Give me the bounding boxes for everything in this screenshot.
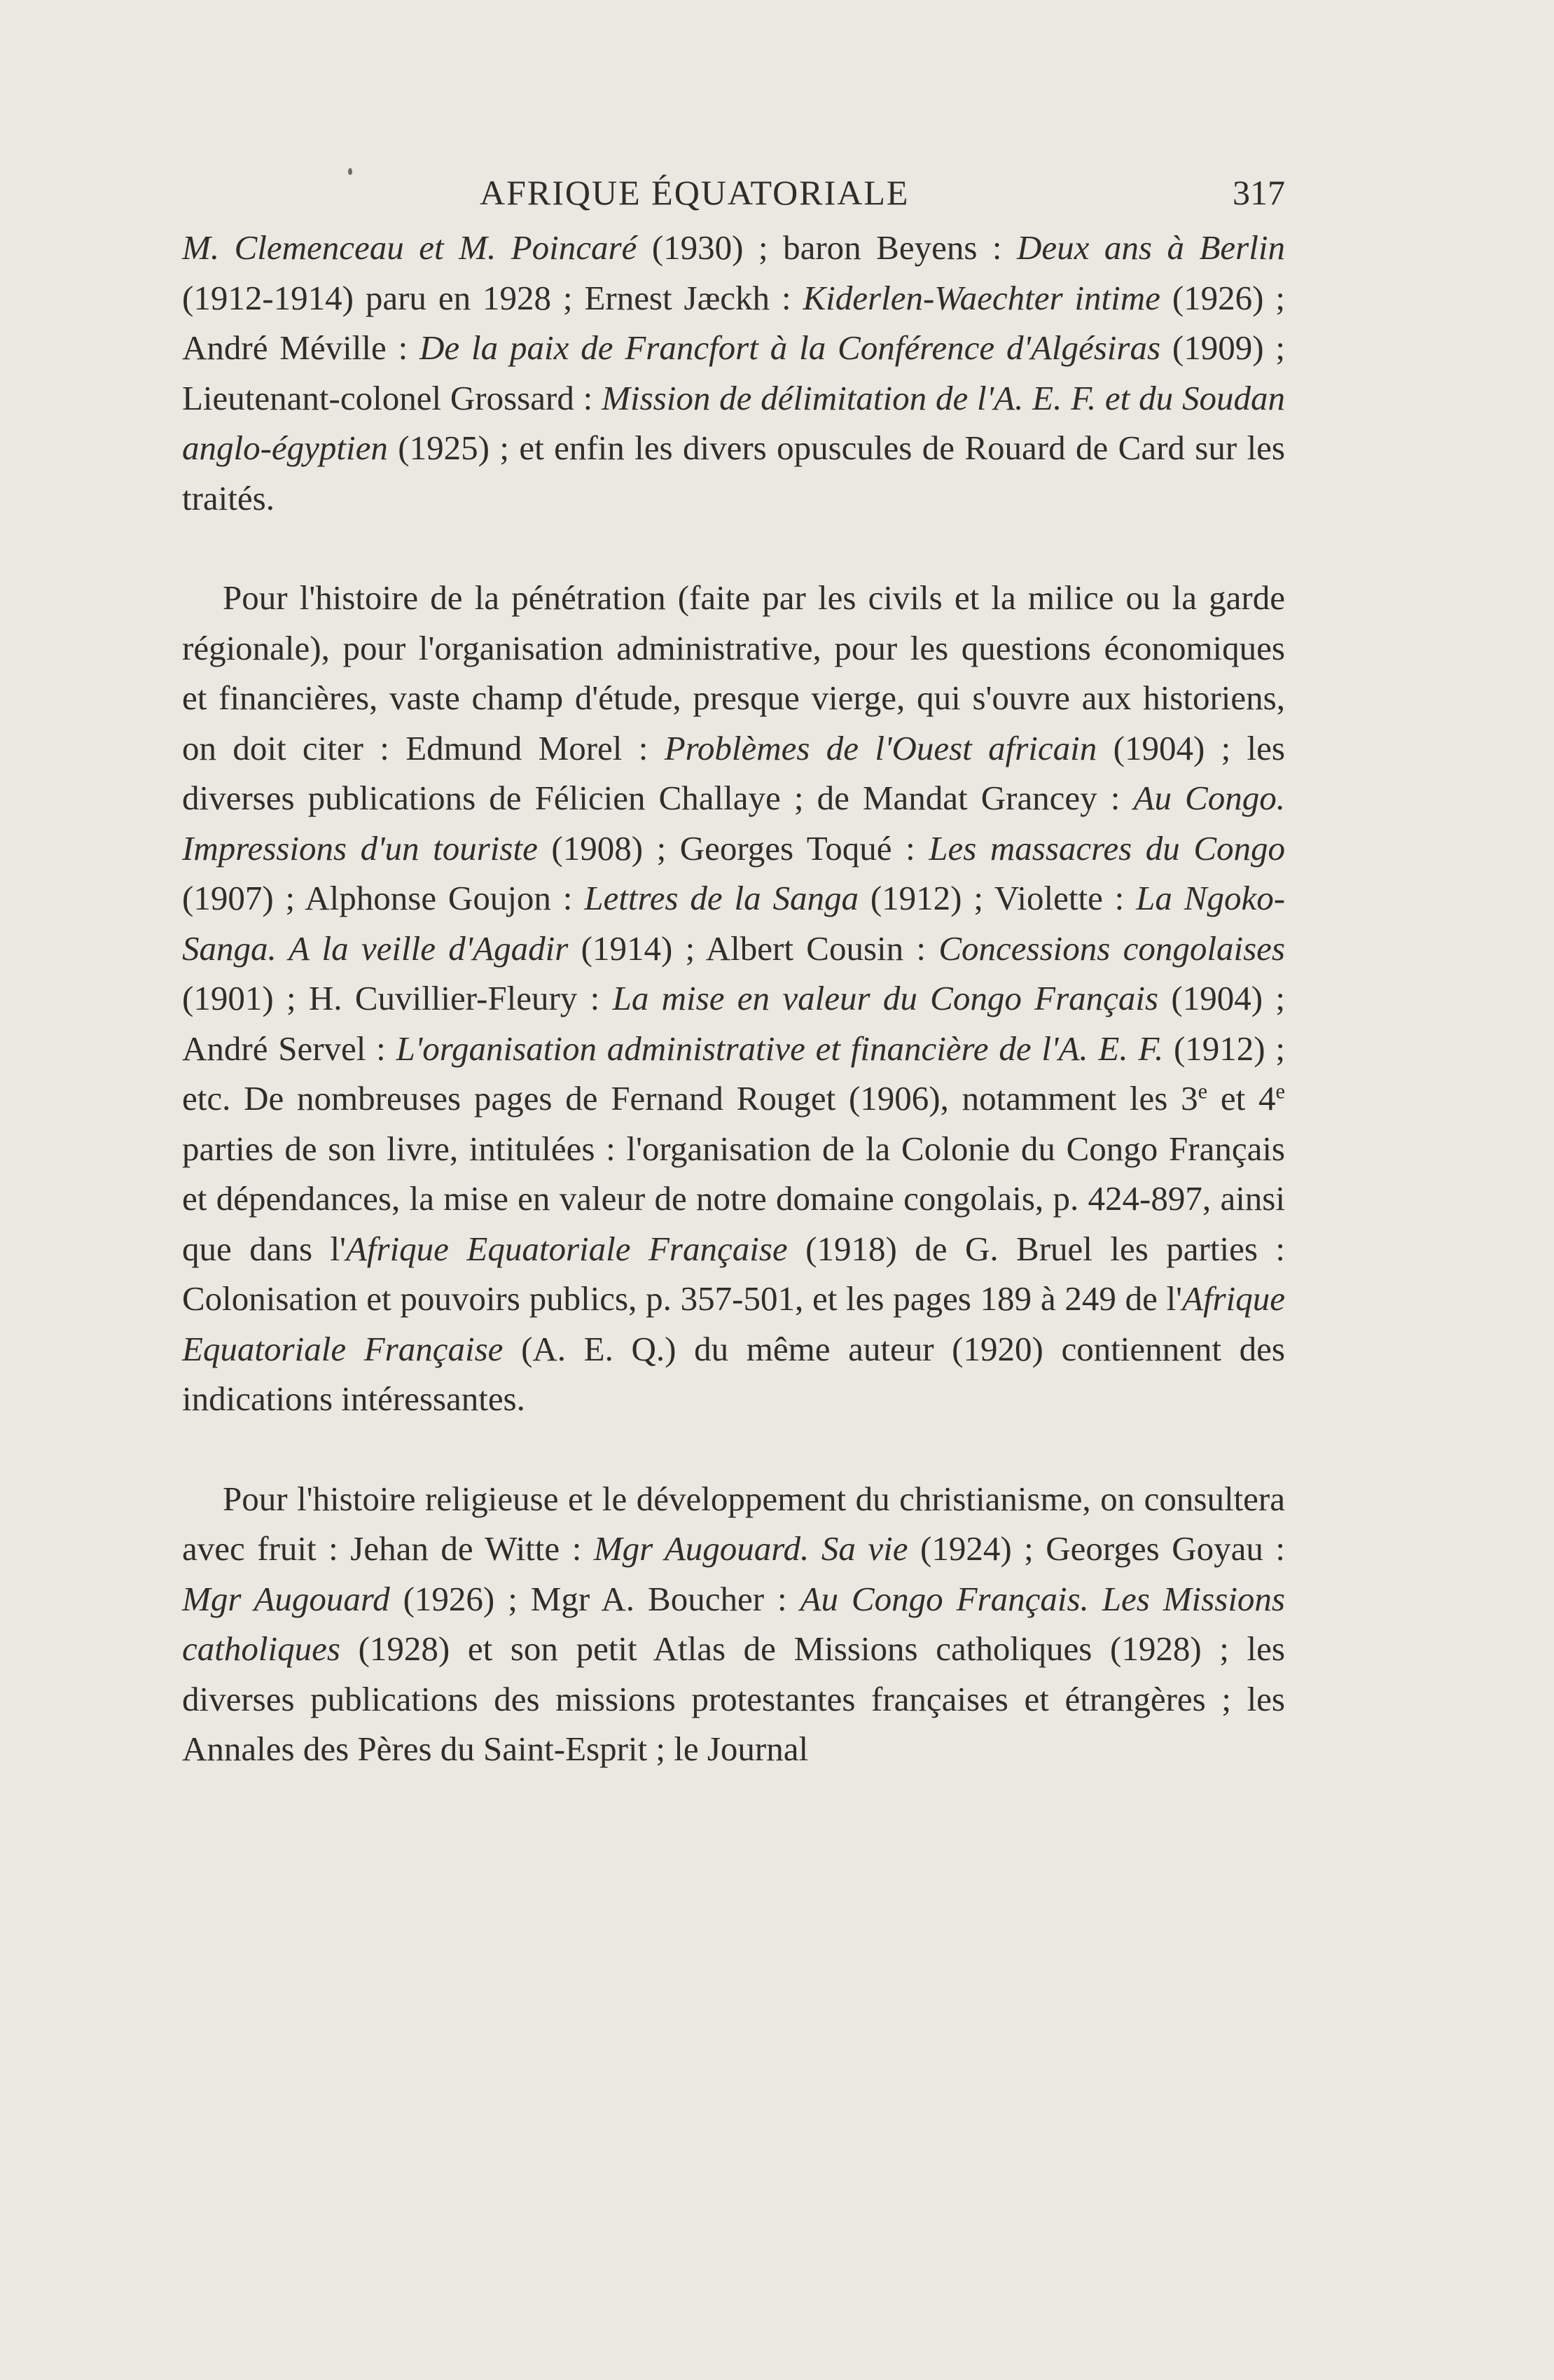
- text-run: (1912-1914) paru en 1928 ; Ernest Jæckh :: [182, 278, 803, 317]
- text-run: Pour l'histoire de la pénétration (faite par les civils et la milice ou la garde régionale), pour l'organisation administrative, pour les questions économiques et financières, vaste champ d'étude, presque vierge, qui s'ouvre aux historiens, on doit citer : Edmund Morel :: [182, 578, 1285, 767]
- running-title: AFRIQUE ÉQUATORIALE: [480, 173, 910, 212]
- text-run: Pour l'histoire religieuse et le développement du christianisme, on consultera avec fruit : Jehan de Witte :: [182, 1479, 1285, 1568]
- text-run: (1904) ; André Servel :: [182, 979, 1285, 1068]
- text-run: (1926) ; Mgr A. Boucher :: [389, 1579, 800, 1618]
- italic-title: L'organisation administrative et financière de l'A. E. F.: [396, 1029, 1164, 1068]
- text-run: (1926) ; André Méville :: [182, 278, 1285, 367]
- italic-title: Deux ans à Berlin: [1017, 228, 1285, 267]
- text-run: (1925) ; et enfin les divers opuscules de Rouard de Card sur les traités.: [182, 429, 1285, 517]
- text-run: (1908) ; Georges Toqué :: [537, 828, 929, 868]
- italic-title: Au Congo. Impressions d'un touriste: [182, 779, 1285, 868]
- text-run: parties de son livre, intitulées : l'organisation de la Colonie du Congo Français et dépendances, la mise en valeur de notre domaine congolais, p. 424-897, ainsi que dans l': [182, 1129, 1285, 1268]
- text-run: (1901) ; H. Cuvillier-Fleury :: [182, 979, 613, 1017]
- text-run: (1918) de G. Bruel les parties : Colonisation et pouvoirs publics, p. 357-501, et les pages 189 à 249 de l': [182, 1229, 1285, 1318]
- italic-title: La mise en valeur du Congo Français: [612, 979, 1159, 1017]
- page-number: 317: [1233, 173, 1285, 212]
- body-text: [182, 223, 1285, 1774]
- italic-title: Mgr Augouard. Sa vie: [593, 1529, 908, 1568]
- ordinal-superscript: e: [1198, 1079, 1208, 1104]
- text-run: (1904) ; les diverses publications de Félicien Challaye ; de Mandat Grancey :: [182, 728, 1285, 817]
- running-header: [182, 168, 1285, 217]
- paragraph-2: [182, 573, 1285, 1424]
- text-run: (1914) ; Albert Cousin :: [568, 928, 939, 968]
- text-run: (1909) ; Lieutenant-colonel Grossard :: [182, 328, 1286, 417]
- italic-title: Kiderlen-Waechter intime: [803, 278, 1160, 317]
- text-run: (1912) ; etc. De nombreuses pages de Fernand Rouget (1906), notamment les 3: [182, 1029, 1286, 1118]
- ink-speck: [348, 168, 352, 175]
- text-run: (1928) et son petit Atlas de Missions catholiques (1928) ; les diverses publications des missions protestantes françaises et étrangères ; les Annales des Pères du Saint-Esprit ; le Journal: [182, 1629, 1285, 1768]
- text-run: et 4: [1207, 1079, 1276, 1118]
- italic-title: Les massacres du Congo: [929, 828, 1286, 868]
- text-run: (A. E. Q.) du même auteur (1920) contiennent des indications intéressantes.: [182, 1329, 1285, 1418]
- italic-title: Lettres de la Sanga: [584, 879, 859, 917]
- paragraph-3: [182, 1474, 1285, 1774]
- italic-title: M. Clemenceau et M. Poincaré: [182, 228, 637, 267]
- italic-title: Afrique Equatoriale Française: [345, 1229, 788, 1268]
- italic-title: Afrique Equatoriale Française: [182, 1279, 1285, 1368]
- paragraph-1: [182, 223, 1285, 523]
- italic-title: Mgr Augouard: [182, 1579, 390, 1618]
- italic-title: Au Congo Français. Les Missions catholiques: [182, 1579, 1285, 1668]
- italic-title: Concessions congolaises: [938, 928, 1285, 968]
- text-run: (1930) ; baron Beyens :: [637, 228, 1018, 267]
- text-run: (1907) ; Alphonse Goujon :: [182, 879, 585, 917]
- italic-title: Problèmes de l'Ouest africain: [664, 728, 1097, 767]
- text-run: (1924) ; Georges Goyau :: [908, 1529, 1285, 1568]
- italic-title: Mission de délimitation de l'A. E. F. et du Soudan anglo-égyptien: [182, 378, 1285, 467]
- italic-title: De la paix de Francfort à la Conférence d'Algésiras: [419, 328, 1161, 367]
- ordinal-superscript: e: [1275, 1079, 1285, 1104]
- text-run: (1912) ; Violette :: [859, 879, 1137, 917]
- italic-title: La Ngoko-Sanga. A la veille d'Agadir: [182, 879, 1286, 968]
